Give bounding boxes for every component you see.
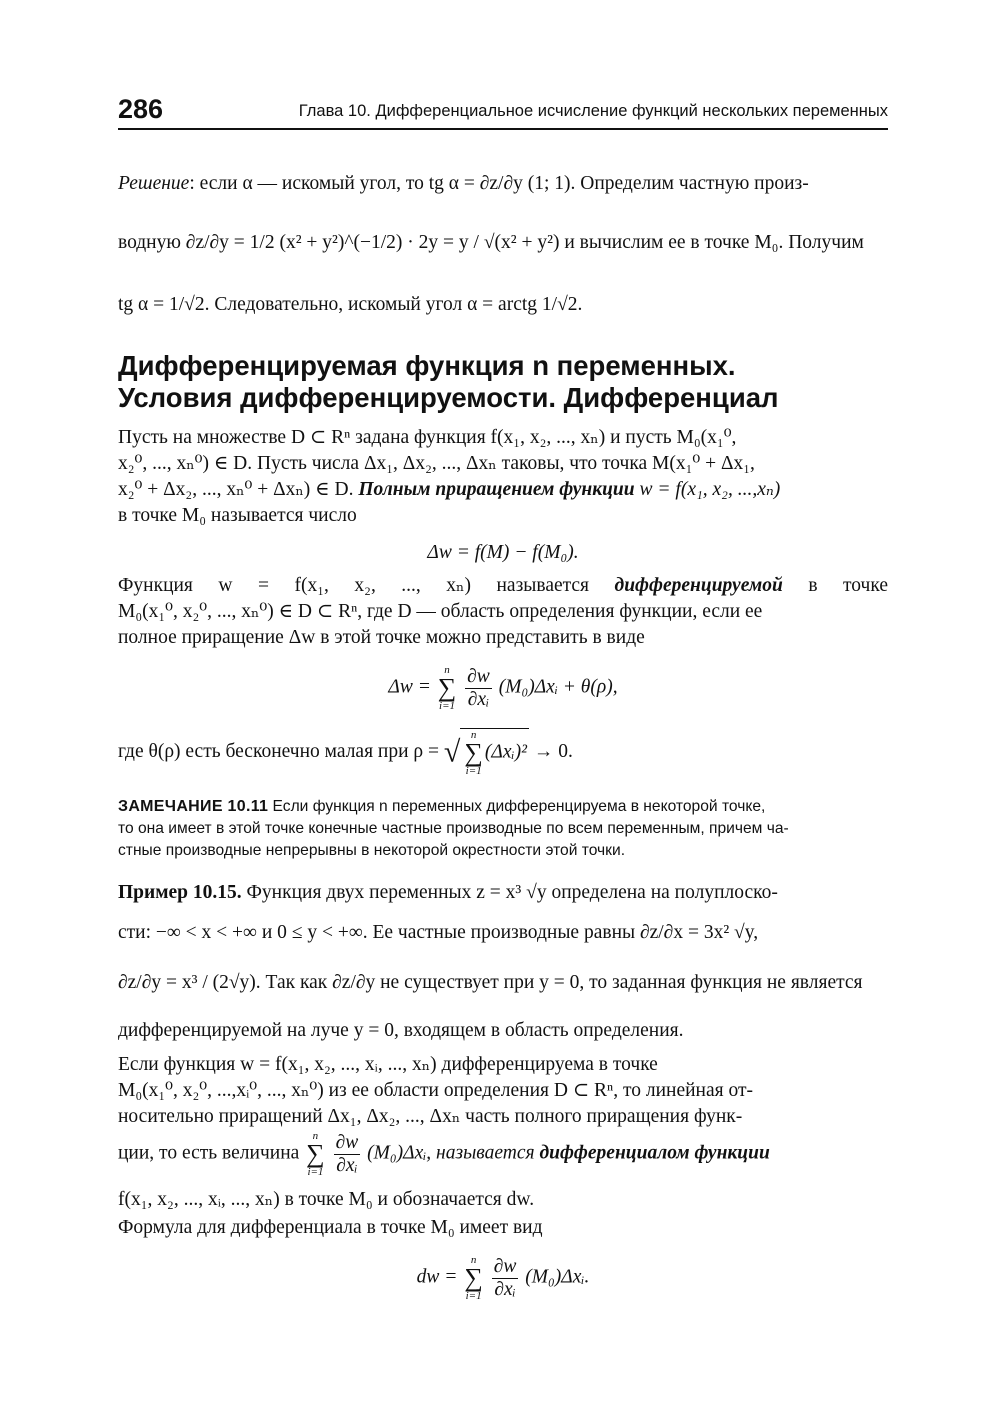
para1-line-4: в точке M₀ называется число: [118, 505, 357, 526]
solution-line-1: [118, 171, 888, 197]
note-line-3: стные производные непрерывны в некоторой окрестности этой точки.: [118, 842, 626, 859]
differential-fraction: [334, 1132, 361, 1176]
fraction-denominator: ∂xᵢ: [467, 688, 490, 710]
para4-line-1: Если функция w = f(x₁, x₂, ..., xᵢ, ..., xₙ) дифференцируема в точке: [118, 1054, 658, 1075]
differential-fraction-num: ∂w: [335, 1132, 359, 1154]
formula3-rhs: (M₀)Δxᵢ.: [525, 1266, 590, 1288]
para4-line-2: M₀(x₁⁰, x₂⁰, ...,xᵢ⁰, ..., xₙ⁰) из ее области определения D ⊂ Rⁿ, то линейная от-: [118, 1080, 753, 1101]
differential-sum-upper: n: [312, 1130, 319, 1142]
differential-sum-sign: [306, 1130, 325, 1178]
chapter-title: Глава 10. Дифференциальное исчисление функций нескольких переменных: [298, 102, 888, 120]
sum-lower-limit: i=1: [439, 700, 456, 712]
note-label: ЗАМЕЧАНИЕ 10.11: [118, 798, 269, 815]
sigma-symbol: ∑: [437, 673, 457, 702]
para4-line-5: f(x₁, x₂, ..., xᵢ, ..., xₙ) в точке M₀ и обозначается dw.: [118, 1189, 535, 1210]
para3-line: [118, 728, 888, 778]
formula3-fraction: [492, 1256, 519, 1300]
para4-line-6: Формула для дифференциала в точке M₀ имеет вид: [118, 1217, 543, 1238]
para4-line-4-a: ции, то есть величина: [118, 1142, 300, 1164]
radical-sign: √: [443, 735, 461, 769]
note-line-2: то она имеет в этой точке конечные частные производные по всем переменным, причем ча-: [118, 820, 789, 837]
term-full-increment: Полным приращением функции: [358, 479, 635, 500]
para2-line-3: полное приращение Δw в этой точке можно представить в виде: [118, 627, 645, 648]
formula-increment: Δw = f(M) − f(M₀).: [427, 542, 579, 563]
radical: [444, 728, 529, 777]
example-line-4: дифференцируемой на луче y = 0, входящем в область определения.: [118, 1020, 684, 1041]
radicand: [460, 728, 529, 777]
differential-sum-lower: i=1: [307, 1166, 324, 1178]
radicand-sum-lower: i=1: [465, 765, 482, 777]
formula-differential: [118, 1254, 888, 1304]
formula2-rhs: (M₀)Δxᵢ + θ(ρ),: [498, 676, 618, 698]
formula3-sigma: ∑: [464, 1263, 483, 1292]
para1-line-3-plain: x₂⁰ + Δx₂, ..., xₙ⁰ + Δxₙ) ∈ D.: [118, 479, 354, 500]
formula3-lhs: dw =: [416, 1266, 458, 1288]
radicand-sum-upper: n: [470, 729, 477, 741]
differential-sigma: ∑: [306, 1139, 325, 1168]
section-heading-line-1: Дифференцируемая функция n переменных.: [118, 350, 736, 381]
para1-line-1: Пусть на множестве D ⊂ Rⁿ задана функция f(x₁, x₂, ..., xₙ) и пусть M₀(x₁⁰,: [118, 427, 737, 448]
sum-sign: [438, 664, 457, 712]
para4-line-4-b: (M₀)Δxᵢ, называется: [367, 1142, 535, 1164]
para4-line-4: [118, 1130, 888, 1178]
term-differential: дифференциалом функции: [539, 1142, 770, 1164]
formula3-sum-upper: n: [470, 1254, 477, 1266]
para3-text-b: → 0.: [533, 740, 573, 762]
para1-line-3-tail: w = f(x₁, x₂, ...,xₙ): [639, 479, 781, 500]
example-label: Пример 10.15.: [118, 882, 242, 903]
page-number: 286: [118, 94, 164, 124]
partial-derivative-fraction: [465, 666, 492, 710]
para2-line-1-a: Функция w = f(x₁, x₂, ..., xₙ) называется: [118, 575, 590, 596]
formula-differentiability: [118, 664, 888, 712]
example-text-1: Функция двух переменных z = x³ √y определена на полуплоско-: [246, 882, 778, 903]
para2-line-2: M₀(x₁⁰, x₂⁰, ..., xₙ⁰) ∈ D ⊂ Rⁿ, где D — область определения функции, если ее: [118, 601, 763, 622]
note-line-1: [118, 796, 888, 818]
radicand-expression: (Δxᵢ)²: [484, 741, 527, 763]
section-heading-line-2: Условия дифференцируемости. Дифференциал: [118, 382, 779, 413]
sum-upper-limit: n: [444, 664, 450, 676]
para1-line-3: [118, 477, 888, 503]
example-line-3: ∂z/∂y = x³ / (2√y). Так как ∂z/∂y не существует при y = 0, то заданная функция не является: [118, 972, 863, 993]
note-text-1: Если функция n переменных дифференцируема в некоторой точке,: [272, 798, 766, 815]
running-header: [118, 94, 888, 130]
example-line-2: сти: −∞ < x < +∞ и 0 ≤ y < +∞. Ее частные производные равны ∂z/∂x = 3x² √y,: [118, 922, 759, 943]
formula3-sum-lower: i=1: [465, 1290, 482, 1302]
differential-fraction-den: ∂xᵢ: [336, 1154, 358, 1176]
para2-line-1-b: в точке: [808, 575, 888, 596]
para4-line-3: носительно приращений Δx₁, Δx₂, ..., Δxₙ часть полного приращения функ-: [118, 1106, 743, 1127]
radicand-sigma: ∑: [464, 738, 483, 767]
para1-line-2: x₂⁰, ..., xₙ⁰) ∈ D. Пусть числа Δx₁, Δx₂, ..., Δxₙ таковы, что точка M(x₁⁰ + Δx₁,: [118, 453, 755, 474]
formula3-fraction-den: ∂xᵢ: [494, 1278, 516, 1300]
solution-line-2: водную ∂z/∂y = 1/2 (x² + y²)^(−1/2) · 2y = y / √(x² + y²) и вычислим ее в точке M₀. Получим: [118, 232, 864, 253]
fraction-numerator: ∂w: [467, 666, 490, 688]
formula3-fraction-num: ∂w: [493, 1256, 517, 1278]
formula2-lhs: Δw =: [388, 676, 431, 698]
example-line-1: [118, 880, 888, 906]
para3-text-a: где θ(ρ) есть бесконечно малая при ρ =: [118, 740, 440, 762]
solution-text-1: : если α — искомый угол, то tg α = ∂z/∂y (1; 1). Определим частную произ-: [189, 173, 809, 194]
formula3-sum-sign: [464, 1254, 483, 1302]
term-differentiable: дифференцируемой: [614, 575, 783, 596]
solution-label: Решение: [118, 173, 190, 194]
radicand-sum: [464, 729, 483, 777]
solution-line-3: tg α = 1/√2. Следовательно, искомый угол α = arctg 1/√2.: [118, 294, 583, 315]
para2-line-1: [118, 573, 888, 599]
